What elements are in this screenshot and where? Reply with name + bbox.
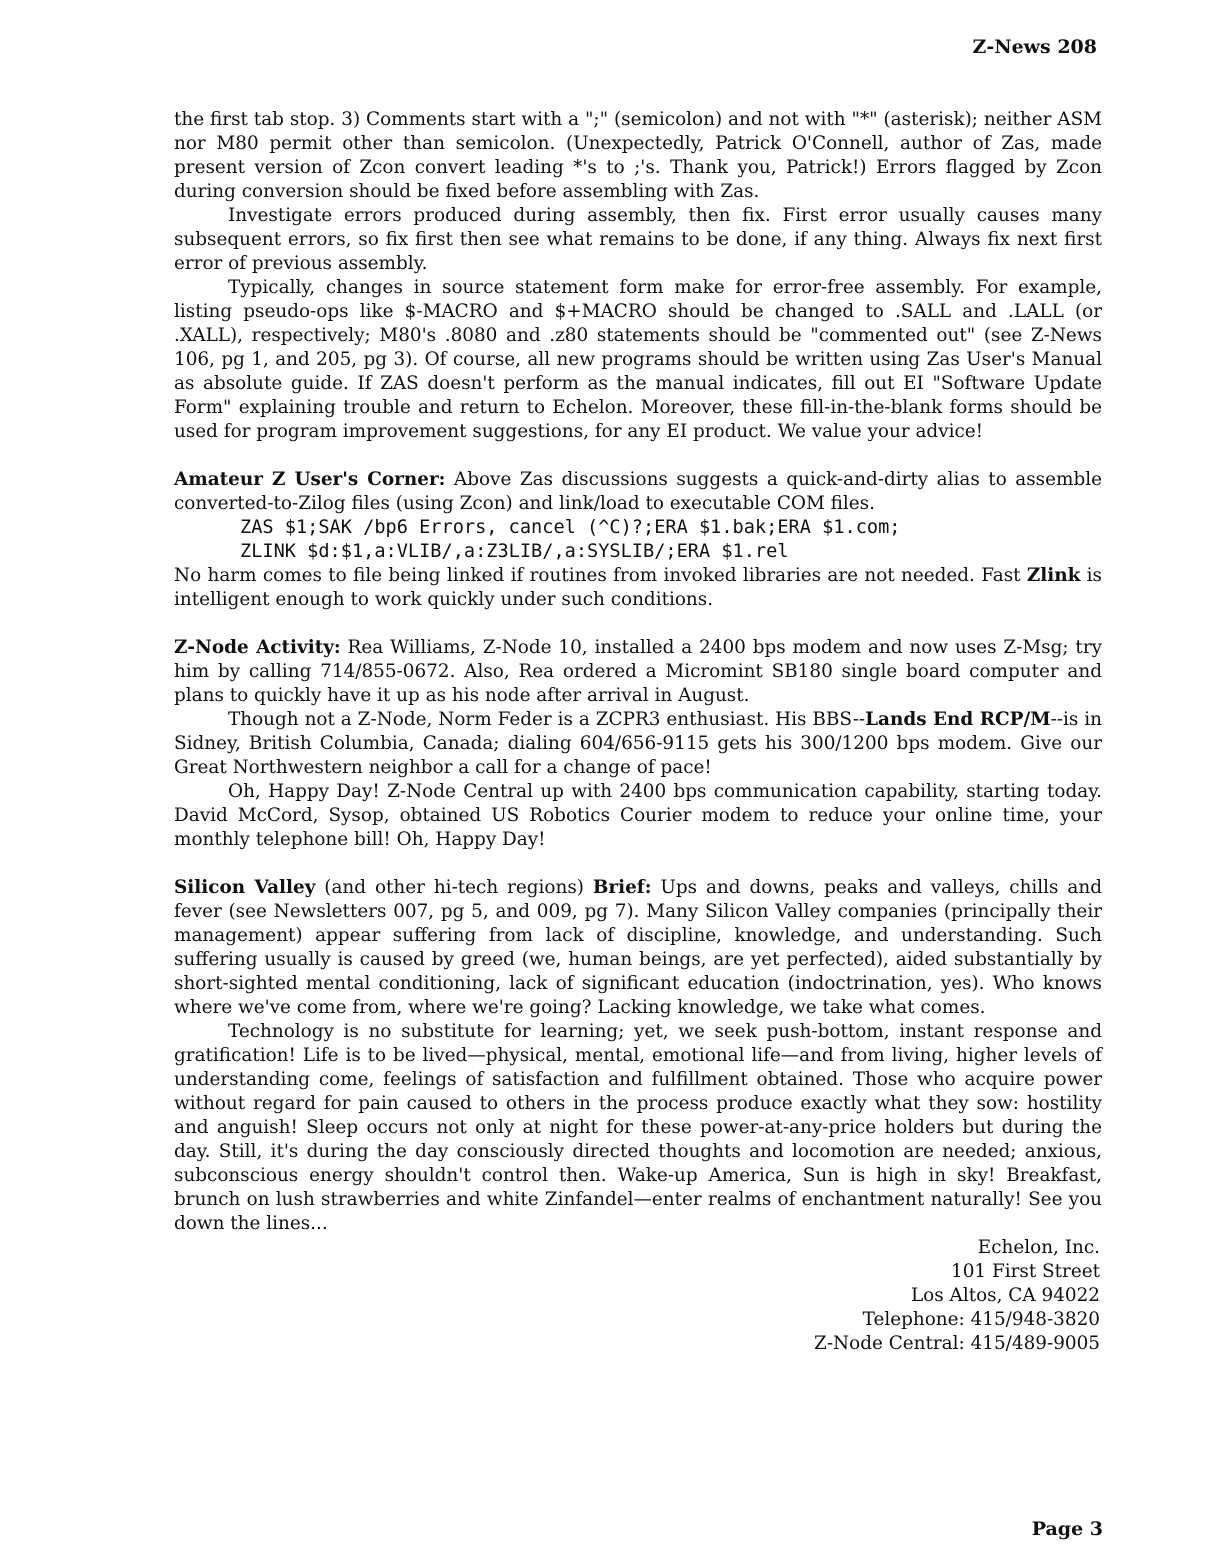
address-block (174, 1236, 1102, 1356)
address-line: Los Altos, CA 94022 (910, 1285, 1100, 1306)
page-header: Z-News 208 (972, 36, 1097, 58)
section-heading: Z-Node Activity: (174, 637, 341, 658)
code-line: ZAS $1;SAK /bp6 Errors, cancel (^C)?;ERA $1.bak;ERA $1.com; (240, 517, 901, 538)
section-heading: Brief: (592, 877, 652, 898)
code-line: ZLINK $d:$1,a:VLIB/,a:Z3LIB/,a:SYSLIB/;ERA $1.rel (240, 541, 789, 562)
address-line: Telephone: 415/948-3820 (862, 1309, 1100, 1330)
section-amateur-corner: Amateur Z User's Corner: Above Zas discussions suggests a quick-and-dirty alias to assemble converted-to-Zilog files (using Zcon) and link/load to executable COM files. (174, 469, 1102, 514)
paragraph: Investigate errors produced during assembly, then fix. First error usually causes many subsequent errors, so fix first then see what remains to be done, if any thing. Always fix next first error of previous assembly. (174, 205, 1102, 274)
address-line: Z-Node Central: 415/489-9005 (814, 1333, 1100, 1354)
section-heading: Amateur Z User's Corner: (174, 469, 446, 490)
address-line: Echelon, Inc. (977, 1237, 1100, 1258)
section-heading: Silicon Valley (174, 877, 316, 898)
paragraph: the first tab stop. 3) Comments start with a ";" (semicolon) and not with "*" (asterisk); neither ASM nor M80 permit other than semicolon. (Unexpectedly, Patrick O'Connell, author of Zas, made present version of Zcon convert leading *'s to ;'s. Thank you, Patrick!) Errors flagged by Zcon during conversion should be fixed before assembling with Zas. (174, 109, 1102, 202)
paragraph: Oh, Happy Day! Z-Node Central up with 2400 bps communication capability, starting today. David McCord, Sysop, obtained US Robotics Courier modem to reduce your online time, your monthly telephone bill! Oh, Happy Day! (174, 781, 1102, 850)
address-line: 101 First Street (951, 1261, 1100, 1282)
paragraph: Technology is no substitute for learning; yet, we seek push-bottom, instant response and gratification! Life is to be lived—physical, mental, emotional life—and from living, higher levels of understanding come, feelings of satisfaction and fulfillment obtained. Those who acquire power without regard for pain caused to others in the process produce exactly what they sow: hostility and anguish! Sleep occurs not only at night for these power-at-any-price holders but during the day. Still, it's during the day consciously directed thoughts and locomotion are needed; anxious, subconscious energy shouldn't control then. Wake-up America, Sun is high in sky! Breakfast, brunch on lush strawberries and white Zinfandel—enter realms of enchantment naturally! See you down the lines... (174, 1021, 1102, 1234)
page-footer: Page 3 (1031, 1518, 1103, 1540)
paragraph: No harm comes to file being linked if routines from invoked libraries are not needed. Fast Zlink is intelligent enough to work quickly under such conditions. (174, 565, 1102, 610)
section-silicon-valley: Silicon Valley (and other hi-tech regions) Brief: Ups and downs, peaks and valleys, chills and fever (see Newsletters 007, pg 5, and 009, pg 7). Many Silicon Valley companies (principally their management) appear suffering from lack of discipline, knowledge, and understanding. Such suffering usually is caused by greed (we, human beings, are yet perfected), aided substantially by short-sighted mental conditioning, lack of significant education (indoctrination, yes). Who knows where we've come from, where we're going? Lacking knowledge, we take what comes. (174, 877, 1102, 1018)
paragraph: Typically, changes in source statement form make for error-free assembly. For example, listing pseudo-ops like $-MACRO and $+MACRO should be changed to .SALL and .LALL (or .XALL), respectively; M80's .8080 and .z80 statements should be "commented out" (see Z-News 106, pg 1, and 205, pg 3). Of course, all new programs should be written using Zas User's Manual as absolute guide. If ZAS doesn't perform as the manual indicates, fill out EI "Software Update Form" explaining trouble and return to Echelon. Moreover, these fill-in-the-blank forms should be used for program improvement suggestions, for any EI product. We value your advice! (174, 277, 1102, 442)
section-znode-activity: Z-Node Activity: Rea Williams, Z-Node 10, installed a 2400 bps modem and now uses Z-Msg; try him by calling 714/855-0672. Also, Rea ordered a Micromint SB180 single board computer and plans to quickly have it up as his node after arrival in August. (174, 637, 1102, 706)
article-body (174, 108, 1102, 1356)
paragraph: Though not a Z-Node, Norm Feder is a ZCPR3 enthusiast. His BBS--Lands End RCP/M--is in Sidney, British Columbia, Canada; dialing 604/656-9115 gets his 300/1200 bps modem. Give our Great Northwestern neighbor a call for a change of pace! (174, 709, 1102, 778)
